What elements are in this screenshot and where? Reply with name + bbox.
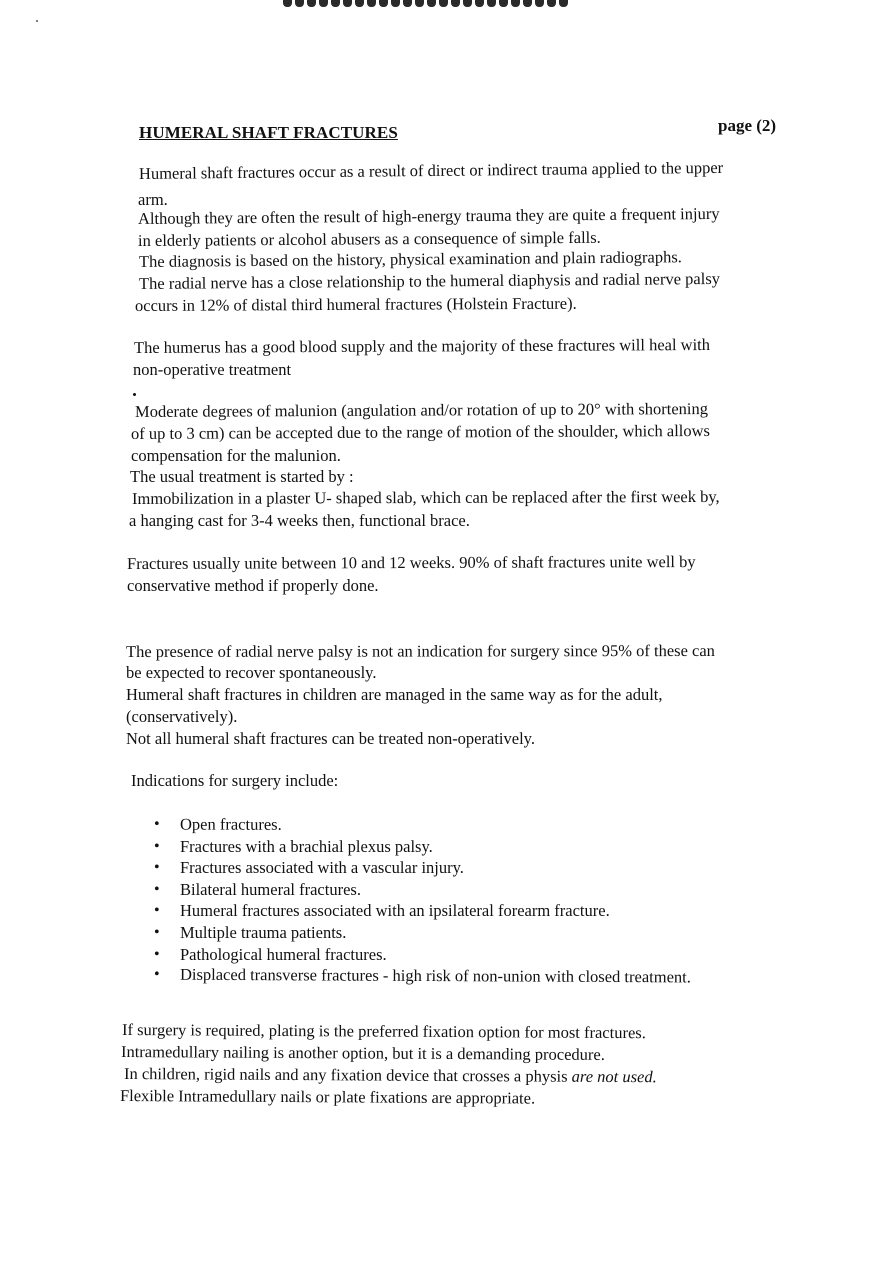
text-line: Moderate degrees of malunion (angulation and/or rotation of up to 20° with shortening — [134, 399, 709, 421]
text-line: The humerus has a good blood supply and the majority of these fractures will heal with — [133, 334, 711, 357]
text-line: occurs in 12% of distal third humeral fractures (Holstein Fracture). — [134, 293, 577, 315]
text-line: conservative method if properly done. — [127, 576, 379, 595]
list-item: • Multiple trauma patients. — [150, 922, 691, 944]
page-title: HUMERAL SHAFT FRACTURES — [139, 123, 398, 142]
text-line: Humeral shaft fractures in children are managed in the same way as for the adult, — [126, 685, 663, 704]
text-line: of up to 3 cm) can be accepted due to the range of motion of the shoulder, which allows — [130, 420, 710, 443]
page-number: page (2) — [718, 116, 777, 135]
text-line: Flexible Intramedullary nails or plate fixations are appropriate. — [119, 1086, 536, 1108]
scan-speck — [36, 20, 38, 22]
list-item: • Fractures with a brachial plexus palsy. — [150, 836, 691, 858]
text-span: In children, rigid nails and any fixation device that crosses a physis — [123, 1064, 568, 1086]
text-line: a hanging cast for 3-4 weeks then, functional brace. — [129, 511, 470, 530]
text-line: arm. — [138, 190, 168, 209]
text-line: Immobilization in a plaster U- shaped slab, which can be replaced after the first week by, — [131, 486, 720, 508]
text-line: If surgery is required, plating is the preferred fixation option for most fractures. — [121, 1020, 646, 1043]
list-item: • Bilateral humeral fractures. — [150, 879, 691, 901]
text-line: The usual treatment is started by : — [130, 467, 354, 486]
emphasis-text: are not used. — [571, 1066, 657, 1087]
section-heading: Indications for surgery include: — [131, 771, 339, 790]
text-line: compensation for the malunion. — [131, 446, 341, 465]
text-line: non-operative treatment — [133, 360, 292, 379]
list-item: • Displaced transverse fractures - high risk of non-union with closed treatment. — [150, 964, 691, 988]
text-line — [124, 1064, 657, 1087]
list-item: • Open fractures. — [150, 814, 691, 837]
text-line: Intramedullary nailing is another option, but it is a demanding procedure. — [120, 1042, 605, 1064]
text-line: The diagnosis is based on the history, physical examination and plain radiographs. — [138, 247, 682, 271]
text-line: The radial nerve has a close relationship to the humeral diaphysis and radial nerve palsy — [138, 268, 721, 293]
text-line: Although they are often the result of high-energy trauma they are quite a frequent injury — [137, 203, 720, 228]
text-line: (conservatively). — [126, 707, 238, 726]
binding-spiral — [283, 0, 703, 8]
text-line: Fractures usually unite between 10 and 12 weeks. 90% of shaft fractures unite well by — [126, 552, 696, 573]
text-line: be expected to recover spontaneously. — [126, 663, 377, 682]
list-item: • Pathological humeral fractures. — [150, 944, 691, 966]
text-line: in elderly patients or alcohol abusers as a consequence of simple falls. — [137, 227, 601, 250]
list-item: • Humeral fractures associated with an ipsilateral forearm fracture. — [150, 900, 691, 922]
text-line: Humeral shaft fractures occur as a result of direct or indirect trauma applied to the upper — [138, 157, 724, 183]
text-line: The presence of radial nerve palsy is not an indication for surgery since 95% of these can — [125, 640, 715, 661]
list-item: • Fractures associated with a vascular injury. — [150, 857, 691, 879]
text-line: Not all humeral shaft fractures can be treated non-operatively. — [126, 729, 535, 748]
stray-dot — [133, 393, 136, 396]
indications-list — [150, 814, 691, 987]
